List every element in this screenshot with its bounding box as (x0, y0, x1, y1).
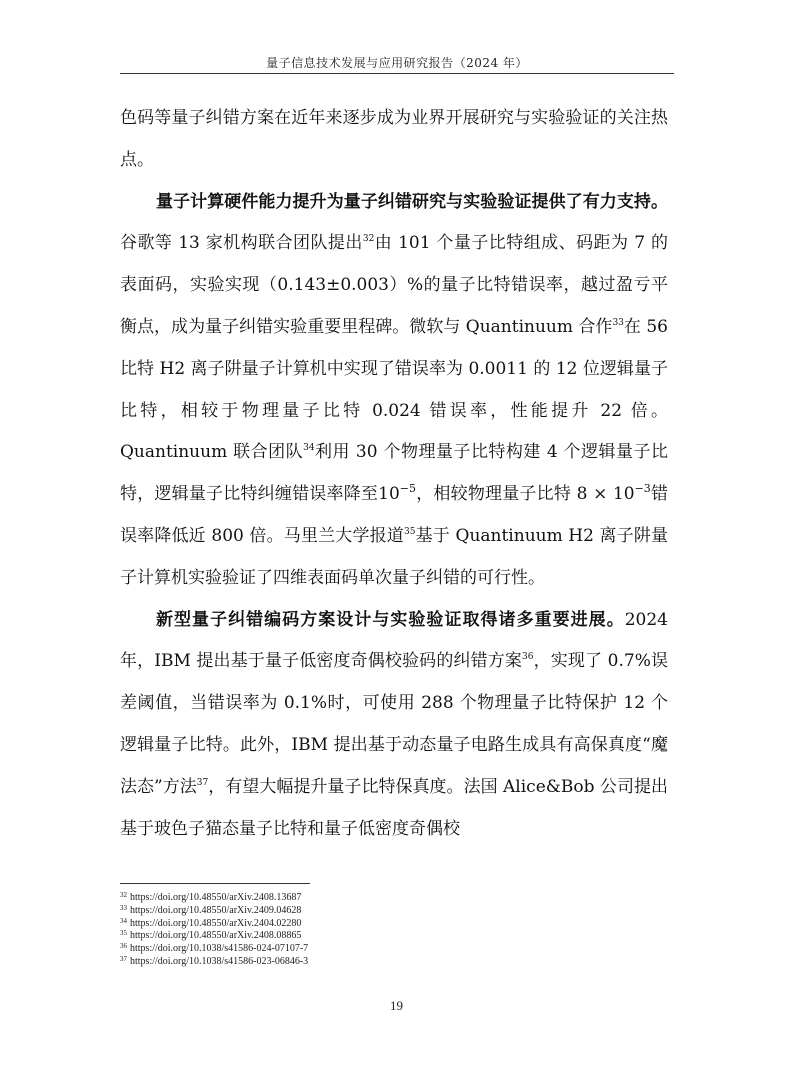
footnote-divider (120, 883, 310, 884)
paragraph-3-lead: 新型量子纠错编码方案设计与实验验证取得诸多重要进展。 (156, 609, 625, 630)
paragraph-2 (120, 182, 668, 600)
paragraph-3 (120, 600, 668, 851)
footnote-link[interactable]: https://doi.org/10.1038/s41586-024-07107-7 (130, 943, 309, 955)
paragraph-3-text: 2024 年，IBM 提出基于量子低密度奇偶校验码的纠错方案 (120, 609, 668, 672)
footnote-link[interactable]: https://doi.org/10.1038/s41586-023-06846-3 (130, 955, 309, 967)
footnote-number: 32 (120, 891, 127, 899)
paragraph-3-text: ，有望大幅提升量子比特保真度。法国 Alice&Bob 公司提出基于玻色子猫态量子比特和量子低密度奇偶校 (120, 776, 668, 839)
footnote-number: 35 (120, 929, 127, 938)
paragraph-2-text: 利用 30 个物理量子比特构建 4 个逻辑量子比特，逻辑量子比特纠缠错误率降至 (120, 442, 669, 505)
footnote-number: 37 (120, 954, 127, 963)
math-exponent: −3 (634, 482, 651, 496)
footnote-item (120, 930, 674, 943)
footnote-ref-34[interactable]: 34 (303, 443, 315, 454)
footnote-link[interactable]: https://doi.org/10.48550/arXiv.2408.08865 (130, 930, 302, 942)
footnotes (120, 892, 674, 969)
footnote-item (120, 918, 674, 931)
footnote-ref-33[interactable]: 33 (612, 317, 624, 328)
main-text (120, 98, 668, 850)
footnote-ref-35[interactable]: 35 (403, 526, 416, 537)
paragraph-2-text: 错误率降低近 800 倍。马里兰大学报道 (120, 484, 669, 546)
math-base: 8 × 10 (576, 484, 635, 505)
paragraph-2-text: 谷歌等 13 家机构联合团队提出 (120, 233, 363, 254)
math-base: 10 (378, 484, 400, 505)
math-expression (577, 484, 651, 504)
footnote-number: 34 (120, 916, 127, 925)
paragraph-2-text: 由 101 个量子比特组成、码距为 7 的表面码，实验实现（0.143±0.003）%的量子比特错误率，越过盈亏平衡点，成为量子纠错实验重要里程碑。微软与 Quantinuum 合作 (120, 233, 668, 337)
footnote-item (120, 892, 674, 905)
footnote-ref-37[interactable]: 37 (196, 777, 209, 788)
footnote-link[interactable]: https://doi.org/10.48550/arXiv.2409.04628 (130, 904, 302, 916)
footnote-link[interactable]: https://doi.org/10.48550/arXiv.2408.13687 (130, 892, 302, 903)
paragraph-2-text: ，相较物理量子比特 (415, 484, 577, 505)
paragraph-2-lead: 量子计算硬件能力提升为量子纠错研究与实验验证提供了有力支持。 (156, 191, 668, 212)
footnote-number: 36 (120, 942, 127, 951)
footnote-item (120, 956, 674, 969)
footnote-ref-36[interactable]: 36 (522, 652, 534, 663)
footnote-item (120, 943, 674, 956)
running-header: 量子信息技术发展与应用研究报告（2024 年） (266, 56, 528, 70)
paragraph-2-text: 在 56 比特 H2 离子阱量子计算机中实现了错误率为 0.0011 的 12 位逻辑量子比特，相较于物理量子比特 0.024 错误率，性能提升 22 倍。Quantinuum 联合团队 (120, 316, 668, 463)
footnote-number: 33 (120, 903, 127, 912)
math-expression (378, 484, 416, 504)
paragraph-2-text: 基于 Quantinuum H2 离子阱量子计算机实验验证了四维表面码单次量子纠错的可行性。 (120, 525, 668, 588)
paragraph-1: 色码等量子纠错方案在近年来逐步成为业界开展研究与实验验证的关注热点。 (120, 108, 668, 170)
header-divider (120, 73, 674, 74)
page-number: 19 (390, 998, 403, 1013)
paragraph-3-text: ，实现了 0.7%误差阈值，当错误率为 0.1%时，可使用 288 个物理量子比特保护 12 个逻辑量子比特。此外，IBM 提出基于动态量子电路生成具有高保真度“魔法态”方法 (120, 651, 668, 797)
footnote-item (120, 905, 674, 918)
footnote-link[interactable]: https://doi.org/10.48550/arXiv.2404.02280 (130, 917, 302, 929)
math-exponent: −5 (399, 482, 416, 496)
footnote-ref-32[interactable]: 32 (362, 234, 375, 245)
